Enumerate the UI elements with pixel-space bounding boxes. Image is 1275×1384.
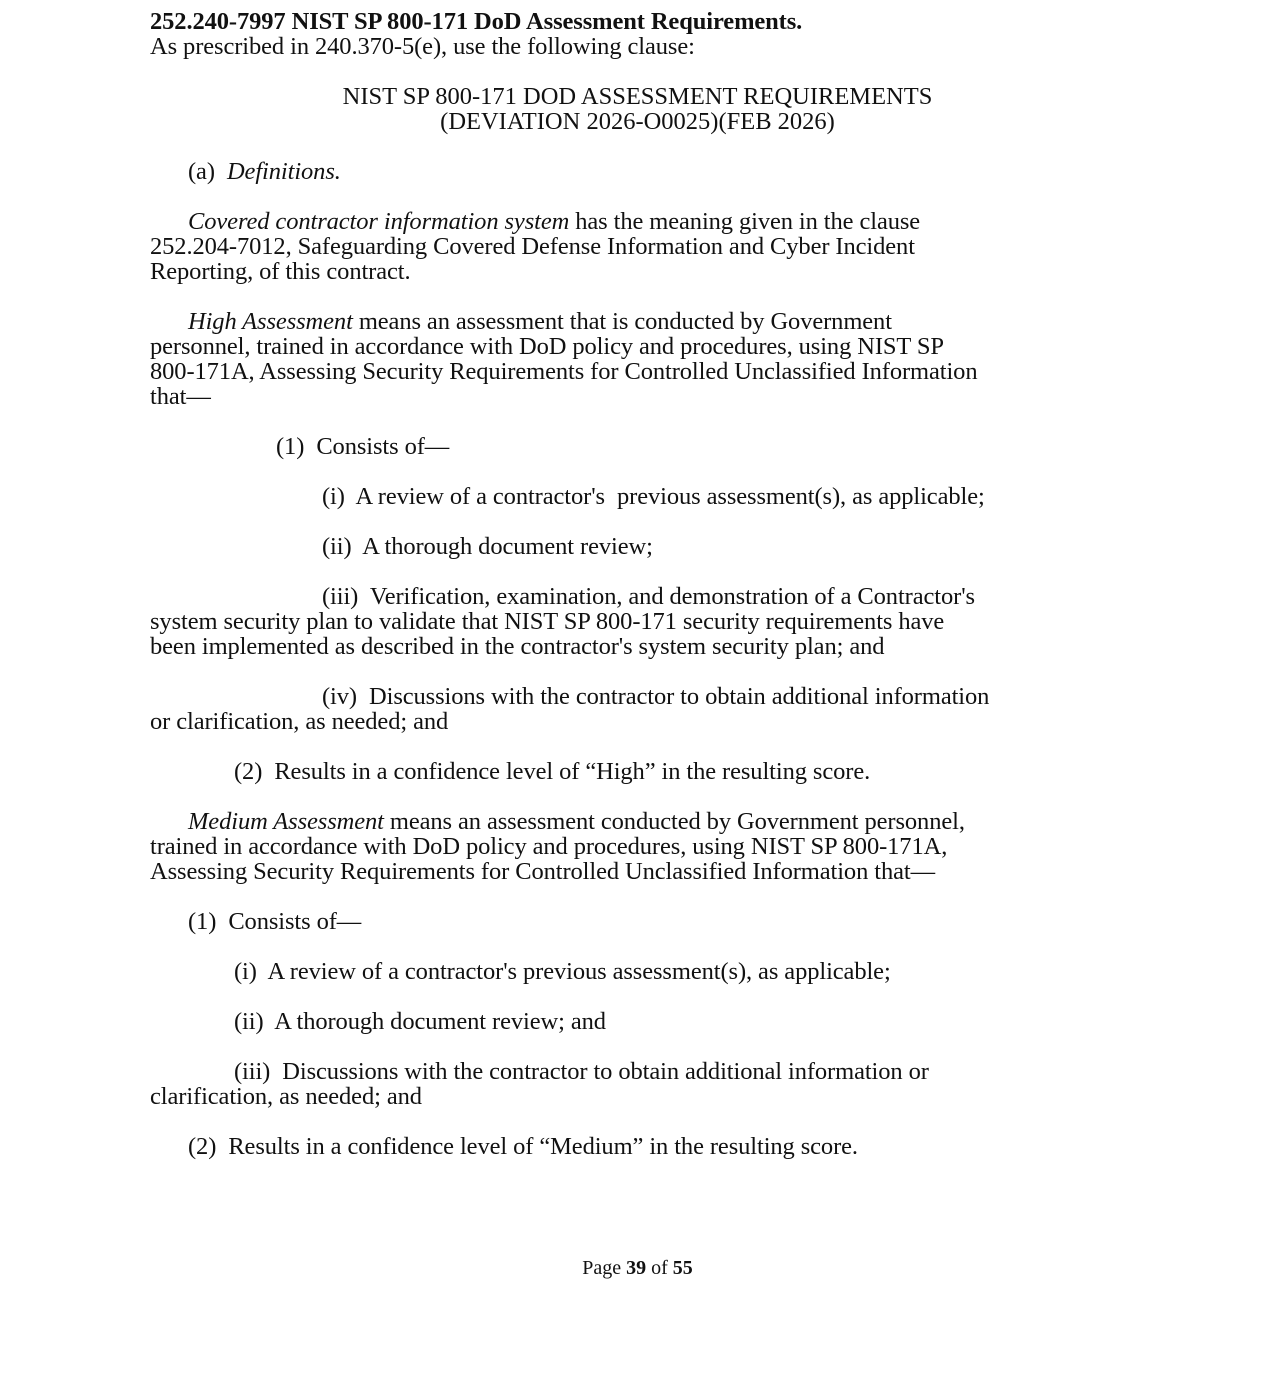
page-current: 39 (626, 1257, 647, 1279)
high-item-1-iii-line3: been implemented as described in the contractor's system security plan; and (150, 633, 885, 660)
medium-assessment-term: Medium Assessment (188, 808, 384, 835)
page-of-word: of (651, 1257, 668, 1279)
high-assessment-def-start: means an assessment that is conducted by Government (352, 308, 892, 335)
high-assessment-term: High Assessment (188, 308, 353, 335)
prescription-text: As prescribed in 240.370-5(e), use the following clause: (150, 33, 695, 60)
high-item-1-iv-line2: or clarification, as needed; and (150, 708, 449, 735)
high-assessment-line3: 800-171A, Assessing Security Requirements for Controlled Unclassified Information (150, 358, 978, 385)
high-assessment-line2: personnel, trained in accordance with DoD policy and procedures, using NIST SP (150, 333, 944, 360)
medium-assessment-line1 (188, 809, 965, 834)
page-total: 55 (672, 1257, 693, 1279)
medium-assessment-line2: trained in accordance with DoD policy and procedures, using NIST SP 800-171A, (150, 833, 948, 860)
covered-system-line3: Reporting, of this contract. (150, 258, 411, 285)
covered-system-line1 (188, 209, 920, 234)
covered-system-line2: 252.204-7012, Safeguarding Covered Defense Information and Cyber Incident (150, 233, 915, 260)
medium-item-1-i: (i) A review of a contractor's previous assessment(s), as applicable; (234, 958, 891, 985)
medium-item-1-iii-line1: (iii) Discussions with the contractor to obtain additional information or (234, 1058, 929, 1085)
medium-item-1: (1) Consists of— (188, 908, 362, 935)
medium-assessment-def-start: means an assessment conducted by Government personnel, (383, 808, 965, 835)
high-item-1-iii-line2: system security plan to validate that NIST SP 800-171 security requirements have (150, 608, 945, 635)
definitions-title: Definitions. (226, 158, 341, 185)
clause-title-line2: (DEVIATION 2026-O0025)(FEB 2026) (440, 108, 835, 135)
high-item-2: (2) Results in a confidence level of “High” in the resulting score. (234, 758, 871, 785)
page-footer (0, 1257, 1275, 1279)
high-item-1-ii: (ii) A thorough document review; (322, 533, 653, 560)
medium-item-1-iii-line2: clarification, as needed; and (150, 1083, 422, 1110)
medium-item-1-ii: (ii) A thorough document review; and (234, 1008, 606, 1035)
medium-item-2: (2) Results in a confidence level of “Medium” in the resulting score. (188, 1133, 858, 1160)
high-item-1: (1) Consists of— (276, 433, 450, 460)
definitions-label: (a) (188, 158, 215, 185)
covered-system-def-start: has the meaning given in the clause (569, 208, 921, 235)
page-word: Page (582, 1257, 622, 1279)
high-assessment-line1 (188, 309, 892, 334)
clause-title-line1: NIST SP 800-171 DOD ASSESSMENT REQUIREMENTS (342, 83, 933, 110)
medium-assessment-line3: Assessing Security Requirements for Controlled Unclassified Information that— (150, 858, 935, 885)
high-item-1-iv-line1: (iv) Discussions with the contractor to obtain additional information (322, 683, 990, 710)
high-item-1-iii-line1: (iii) Verification, examination, and demonstration of a Contractor's (322, 583, 975, 610)
covered-system-term: Covered contractor information system (188, 208, 570, 235)
section-heading: 252.240-7997 NIST SP 800-171 DoD Assessment Requirements. (150, 8, 803, 35)
definitions-heading (188, 159, 341, 184)
high-assessment-line4: that— (150, 383, 211, 410)
high-item-1-i: (i) A review of a contractor's previous assessment(s), as applicable; (322, 483, 985, 510)
